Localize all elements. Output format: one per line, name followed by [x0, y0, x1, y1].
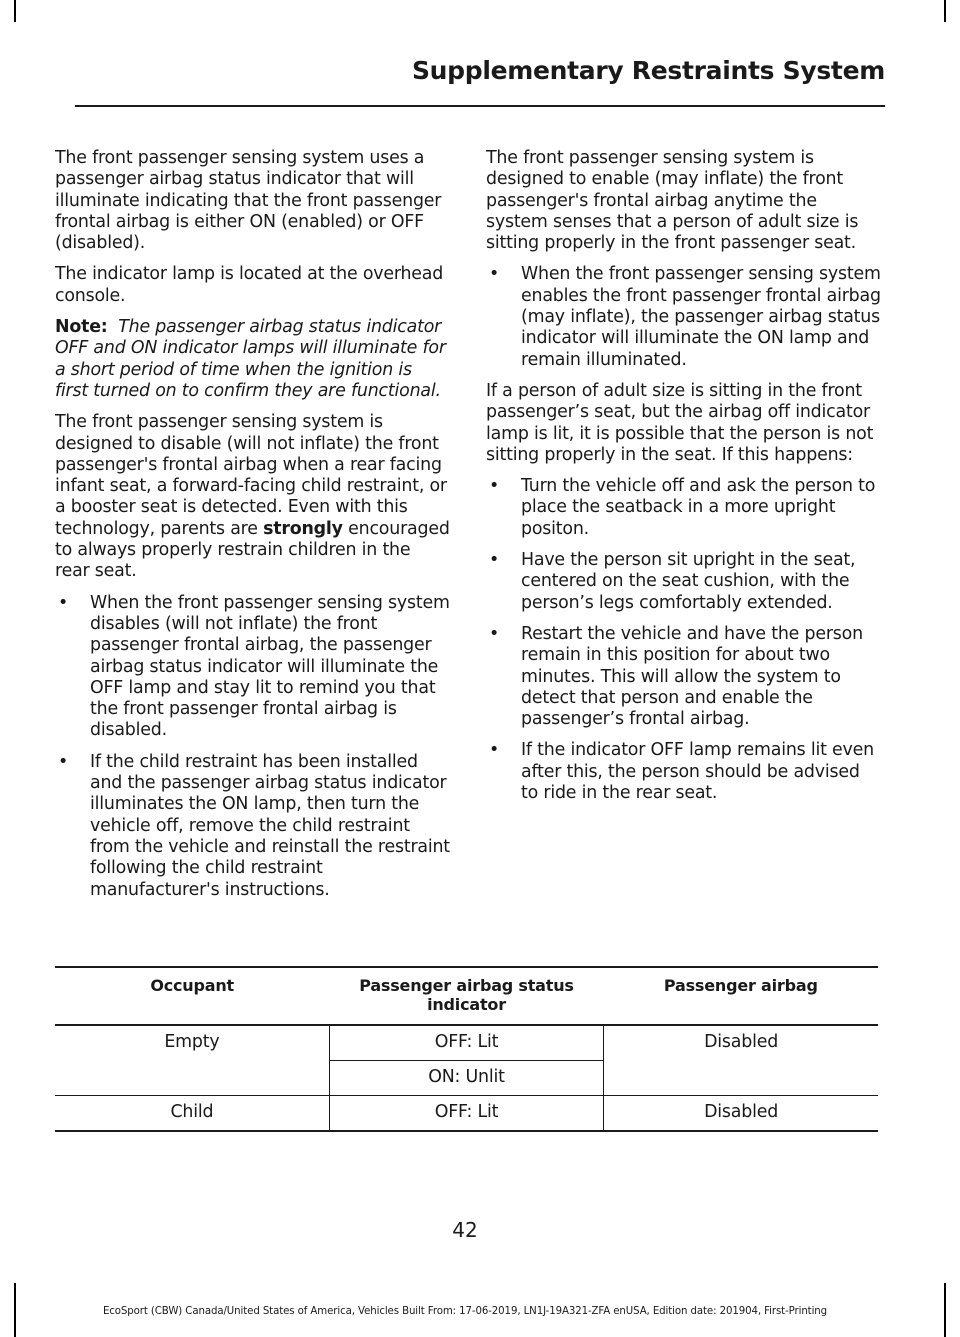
- header-occupant: Occupant: [55, 967, 329, 1025]
- paragraph-enable-logic: The front passenger sensing system is designed to enable (may inflate) the front passenger's frontal airbag anytime the system senses that a person of adult size is sitting properly in the front passenger seat.: [486, 148, 859, 254]
- left-bullet-list: [55, 593, 450, 901]
- crop-mark-bottom-right-vertical: [944, 1283, 946, 1337]
- bullet-icon: •: [489, 476, 500, 497]
- cell-indicator: OFF: Lit: [329, 1025, 603, 1061]
- occupant-airbag-table: [55, 966, 878, 1132]
- paragraph-lamp-location: The indicator lamp is located at the overhead console.: [55, 264, 444, 306]
- bullet-text: Turn the vehicle off and ask the person to place the seatback in a more upright positon.: [521, 476, 876, 539]
- header-rule: [75, 105, 885, 107]
- list-item: [486, 740, 882, 804]
- cell-airbag: Disabled: [604, 1025, 878, 1096]
- list-item: [486, 264, 882, 370]
- table-row: [55, 1025, 878, 1061]
- paragraph-adult-off: If a person of adult size is sitting in the front passenger’s seat, but the airbag off indicator lamp is lit, it is possible that the person is not sitting properly in the seat. If this happens:: [486, 380, 874, 465]
- p3-before: The front passenger sensing system is designed to disable (will not inflate) the front passenger's frontal airbag when a rear facing infant seat, a forward-facing child restraint, or a booster seat is detected. Even with this technology, parents are: [55, 412, 447, 539]
- bullet-icon: •: [489, 264, 500, 285]
- bullet-icon: •: [489, 623, 500, 644]
- table-header-row: [55, 967, 878, 1025]
- paragraph-indicator-intro: The front passenger sensing system uses a passenger airbag status indicator that will illuminate indicating that the front passenger frontal airbag is either ON (enabled) or OFF (disabled).: [55, 148, 442, 254]
- bullet-text: Have the person sit upright in the seat, centered on the seat cushion, with the person’s legs comfortably extended.: [521, 550, 856, 613]
- right-bullet-list-1: [486, 264, 882, 370]
- header-passenger-airbag: Passenger airbag: [604, 967, 878, 1025]
- crop-mark-top-left-vertical: [14, 0, 16, 22]
- list-item: [55, 752, 450, 901]
- cell-indicator: OFF: Lit: [329, 1096, 603, 1132]
- left-column: [55, 148, 450, 911]
- p3-after: encouraged to always properly restrain children in the rear seat.: [55, 518, 450, 582]
- bullet-text: Restart the vehicle and have the person remain in this position for about two minutes. This will allow the system to detect that person and enable the passenger’s frontal airbag.: [521, 623, 863, 730]
- bullet-text: When the front passenger sensing system disables (will not inflate) the front passenger frontal airbag, the passenger airbag status indicator will illuminate the OFF lamp and stay lit to remind you that the front passenger frontal airbag is disabled.: [90, 592, 450, 741]
- right-bullet-list-2: [486, 476, 882, 804]
- bullet-icon: •: [489, 740, 500, 761]
- bullet-icon: •: [58, 751, 69, 772]
- cell-airbag: Disabled: [604, 1096, 878, 1132]
- list-item: [486, 550, 882, 614]
- bullet-text: If the child restraint has been installed and the passenger airbag status indicator illuminates the ON lamp, then turn the vehicle off, remove the child restraint from the vehicle and reinstall the restraint following the child restraint manufacturer's instructions.: [90, 751, 450, 900]
- page-title: Supplementary Restraints System: [411, 56, 885, 85]
- right-column: [486, 148, 882, 814]
- table-row: [55, 1096, 878, 1132]
- note: [55, 317, 450, 402]
- note-label: Note:: [55, 317, 108, 338]
- header-status-indicator: Passenger airbag status indicator: [329, 967, 603, 1025]
- note-text: The passenger airbag status indicator OFF and ON indicator lamps will illuminate for a short period of time when the ignition is first turned on to confirm they are functional.: [55, 317, 446, 401]
- footer-edition-info: EcoSport (CBW) Canada/United States of America, Vehicles Built From: 17-06-2019, LN1J-19A321-ZFA enUSA, Edition date: 201904, First-Printing: [102, 1306, 828, 1317]
- bullet-text: If the indicator OFF lamp remains lit even after this, the person should be advised to ride in the rear seat.: [521, 740, 874, 804]
- cell-indicator: ON: Unlit: [329, 1061, 603, 1096]
- page-number: 42: [452, 1218, 478, 1242]
- bullet-text: When the front passenger sensing system enables the front passenger frontal airbag (may inflate), the passenger airbag status indicator will illuminate the ON lamp and remain illuminated.: [521, 264, 881, 370]
- paragraph-disable-logic: [55, 412, 450, 582]
- list-item: [486, 624, 882, 730]
- crop-mark-top-right-vertical: [944, 0, 946, 22]
- cell-occupant: Child: [55, 1096, 329, 1132]
- list-item: [486, 476, 882, 540]
- bullet-icon: •: [58, 592, 69, 613]
- list-item: [55, 593, 450, 742]
- cell-occupant: Empty: [55, 1025, 329, 1096]
- p3-bold: strongly: [263, 518, 343, 539]
- bullet-icon: •: [489, 550, 500, 571]
